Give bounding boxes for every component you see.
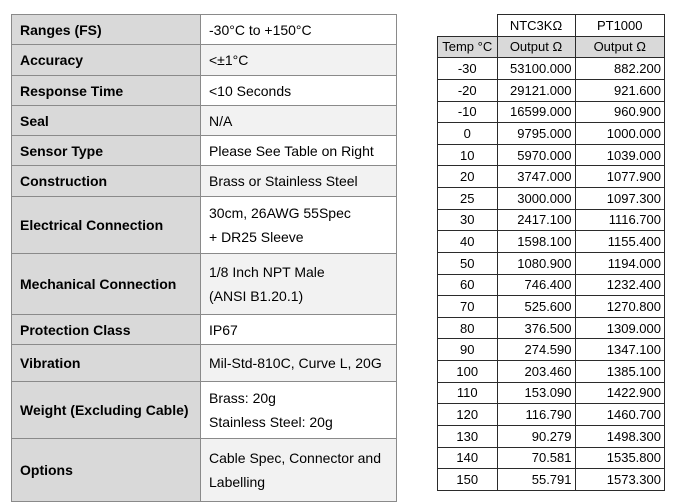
resistance-row: [438, 296, 665, 318]
temp-cell: 150: [438, 469, 498, 491]
pt-output-cell: 1194.000: [575, 252, 665, 274]
ntc-output-cell: 29121.000: [497, 79, 575, 101]
resistance-row: [438, 447, 665, 469]
resistance-row: [438, 231, 665, 253]
temp-cell: 70: [438, 296, 498, 318]
spec-label: Seal: [12, 106, 201, 136]
temp-cell: 100: [438, 361, 498, 383]
spec-row: [12, 315, 397, 345]
temp-cell: 40: [438, 231, 498, 253]
pt-output-cell: 1422.900: [575, 382, 665, 404]
temp-cell: 30: [438, 209, 498, 231]
spec-value: [201, 106, 397, 136]
resistance-row: [438, 274, 665, 296]
spec-value-line: Please See Table on Right: [209, 142, 374, 159]
spec-label: Mechanical Connection: [12, 254, 201, 315]
temp-cell: 90: [438, 339, 498, 361]
pt-output-cell: 1460.700: [575, 404, 665, 426]
spec-row: [12, 439, 397, 502]
resistance-row: [438, 339, 665, 361]
resistance-row: [438, 209, 665, 231]
resistance-row: [438, 361, 665, 383]
pt-sensor-header: PT1000: [575, 15, 665, 37]
ntc-output-cell: 90.279: [497, 425, 575, 447]
ntc-output-cell: 3747.000: [497, 166, 575, 188]
temp-cell: 120: [438, 404, 498, 426]
spec-value-line: (ANSI B1.20.1): [209, 288, 304, 304]
sensor-header-row: [438, 15, 665, 37]
resistance-row: [438, 404, 665, 426]
resistance-row: [438, 425, 665, 447]
ntc-output-cell: 116.790: [497, 404, 575, 426]
spec-label: Response Time: [12, 76, 201, 106]
column-header-row: [438, 36, 665, 58]
ntc-output-cell: 746.400: [497, 274, 575, 296]
ntc-sensor-header: NTC3KΩ: [497, 15, 575, 37]
resistance-row: [438, 166, 665, 188]
spec-value: [201, 166, 397, 197]
pt-output-cell: 1155.400: [575, 231, 665, 253]
temp-cell: -10: [438, 101, 498, 123]
resistance-row: [438, 58, 665, 80]
resistance-row: [438, 382, 665, 404]
ntc-output-cell: 274.590: [497, 339, 575, 361]
ntc-output-cell: 16599.000: [497, 101, 575, 123]
spec-value-line: 30cm, 26AWG 55Spec: [209, 205, 351, 221]
pt-output-column-header: Output Ω: [575, 36, 665, 58]
spec-value: [201, 254, 397, 315]
temp-cell: 140: [438, 447, 498, 469]
spec-value: [201, 15, 397, 45]
pt-output-cell: 1116.700: [575, 209, 665, 231]
spec-value-line: + DR25 Sleeve: [209, 229, 304, 245]
spec-label: Sensor Type: [12, 136, 201, 166]
spec-row: [12, 345, 397, 382]
spec-value: [201, 382, 397, 439]
pt-output-cell: 1535.800: [575, 447, 665, 469]
spec-value: [201, 45, 397, 76]
ntc-output-column-header: Output Ω: [497, 36, 575, 58]
pt-output-cell: 1573.300: [575, 469, 665, 491]
ntc-output-cell: 70.581: [497, 447, 575, 469]
spec-value-line: Brass or Stainless Steel: [209, 173, 358, 189]
specifications-body: [12, 15, 397, 502]
spec-value-line: 1/8 Inch NPT Male: [209, 264, 325, 280]
spec-row: [12, 106, 397, 136]
pt-output-cell: 1347.100: [575, 339, 665, 361]
spec-row: [12, 254, 397, 315]
pt-output-cell: 1309.000: [575, 317, 665, 339]
resistance-row: [438, 144, 665, 166]
ntc-output-cell: 5970.000: [497, 144, 575, 166]
temp-cell: 20: [438, 166, 498, 188]
spec-value-line: Labelling: [209, 474, 266, 490]
spec-row: [12, 166, 397, 197]
temp-column-header: Temp °C: [438, 36, 498, 58]
spec-label: Ranges (FS): [12, 15, 201, 45]
spec-label: Vibration: [12, 345, 201, 382]
pt-output-cell: 1498.300: [575, 425, 665, 447]
spec-row: [12, 76, 397, 106]
temp-cell: 0: [438, 123, 498, 145]
spec-value-line: Cable Spec, Connector and: [209, 450, 381, 466]
ntc-output-cell: 55.791: [497, 469, 575, 491]
resistance-row: [438, 123, 665, 145]
resistance-row: [438, 101, 665, 123]
pt-output-cell: 1385.100: [575, 361, 665, 383]
ntc-output-cell: 153.090: [497, 382, 575, 404]
spec-value-line: Mil-Std-810C, Curve L, 20G: [209, 355, 382, 371]
resistance-row: [438, 79, 665, 101]
resistance-table-body: [438, 15, 665, 491]
spec-row: [12, 15, 397, 45]
ntc-output-cell: 3000.000: [497, 188, 575, 210]
ntc-output-cell: 1080.900: [497, 252, 575, 274]
ntc-output-cell: 2417.100: [497, 209, 575, 231]
resistance-row: [438, 252, 665, 274]
spec-value-line: <10 Seconds: [209, 82, 292, 99]
specifications-table: [11, 14, 397, 502]
ntc-output-cell: 203.460: [497, 361, 575, 383]
spec-row: [12, 382, 397, 439]
spec-label: Electrical Connection: [12, 197, 201, 254]
ntc-output-cell: 376.500: [497, 317, 575, 339]
pt-output-cell: 1039.000: [575, 144, 665, 166]
temp-cell: -20: [438, 79, 498, 101]
pt-output-cell: 882.200: [575, 58, 665, 80]
spec-row: [12, 197, 397, 254]
pt-output-cell: 1077.900: [575, 166, 665, 188]
temp-cell: 60: [438, 274, 498, 296]
spec-label: Weight (Excluding Cable): [12, 382, 201, 439]
spec-value: [201, 315, 397, 345]
spec-label: Construction: [12, 166, 201, 197]
pt-output-cell: 1000.000: [575, 123, 665, 145]
temp-cell: 10: [438, 144, 498, 166]
spec-value: [201, 439, 397, 502]
ntc-output-cell: 53100.000: [497, 58, 575, 80]
spec-value: [201, 136, 397, 166]
spec-label: Protection Class: [12, 315, 201, 345]
temp-cell: 50: [438, 252, 498, 274]
resistance-row: [438, 317, 665, 339]
temp-cell: -30: [438, 58, 498, 80]
temp-cell: 130: [438, 425, 498, 447]
pt-output-cell: 1097.300: [575, 188, 665, 210]
temp-cell: 25: [438, 188, 498, 210]
spec-value: [201, 197, 397, 254]
resistance-row: [438, 469, 665, 491]
spec-row: [12, 136, 397, 166]
spec-value-line: IP67: [209, 321, 238, 338]
temp-cell: 80: [438, 317, 498, 339]
pt-output-cell: 921.600: [575, 79, 665, 101]
ntc-output-cell: 9795.000: [497, 123, 575, 145]
spec-value-line: -30°C to +150°C: [209, 21, 312, 38]
spec-value-line: <±1°C: [209, 52, 249, 68]
temp-cell: 110: [438, 382, 498, 404]
spec-label: Options: [12, 439, 201, 502]
resistance-row: [438, 188, 665, 210]
spec-value: [201, 345, 397, 382]
pt-output-cell: 960.900: [575, 101, 665, 123]
spec-value-line: Brass: 20g: [209, 390, 276, 406]
ntc-output-cell: 525.600: [497, 296, 575, 318]
pt-output-cell: 1270.800: [575, 296, 665, 318]
spec-value-line: N/A: [209, 112, 233, 129]
pt-output-cell: 1232.400: [575, 274, 665, 296]
blank-corner-cell: [438, 15, 498, 37]
spec-value: [201, 76, 397, 106]
spec-row: [12, 45, 397, 76]
spec-value-line: Stainless Steel: 20g: [209, 414, 333, 430]
spec-label: Accuracy: [12, 45, 201, 76]
resistance-table: [437, 14, 665, 491]
ntc-output-cell: 1598.100: [497, 231, 575, 253]
